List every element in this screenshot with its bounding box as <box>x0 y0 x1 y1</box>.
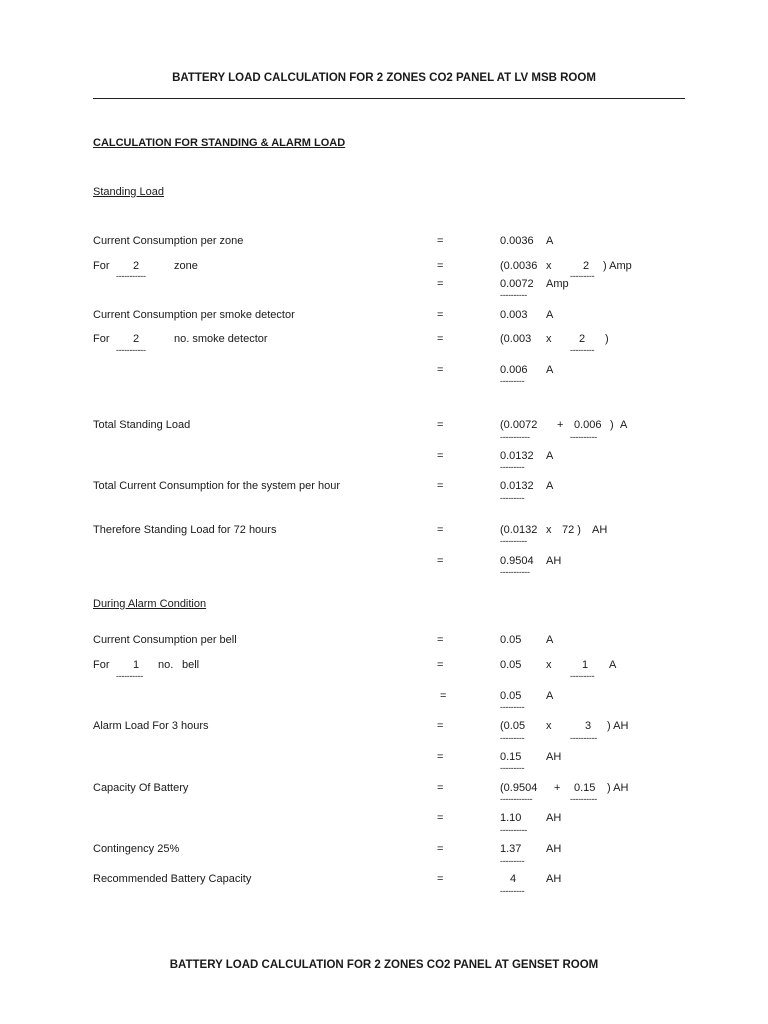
row-value: 0.05 <box>500 690 522 702</box>
equals-sign: = <box>437 659 444 671</box>
row-value: 0.9504 <box>500 555 534 567</box>
row-unit: A <box>546 634 554 646</box>
equals-sign: = <box>437 720 444 732</box>
underline-dash: --------- <box>570 345 595 355</box>
row-label: Capacity Of Battery <box>93 782 189 794</box>
underline-dash: --------- <box>500 856 525 866</box>
underline-dash: --------- <box>570 671 595 681</box>
row-label: Current Consumption per bell <box>93 634 237 646</box>
underline-dash: ---------- <box>570 794 597 804</box>
row-label: Current Consumption per smoke detector <box>93 309 295 321</box>
row-unit: A <box>546 690 554 702</box>
times-sign: x <box>546 524 552 536</box>
row-unit: A <box>609 659 617 671</box>
plus-sign: + <box>554 782 561 794</box>
row-value: 0.05 <box>500 659 522 671</box>
equals-sign: = <box>437 812 444 824</box>
row-value: 1.10 <box>500 812 522 824</box>
row-value: 4 <box>510 873 517 885</box>
row-value: 0.0132 <box>500 450 534 462</box>
row-unit: A <box>546 480 554 492</box>
zone-qty: 2 <box>133 260 140 272</box>
expr-close: ) Amp <box>603 260 632 272</box>
times-sign: x <box>546 720 552 732</box>
underline-dash: ----------- <box>116 345 146 355</box>
expr-open: (0.0132 <box>500 524 538 536</box>
underline-dash: ----------- <box>500 432 530 442</box>
row-value: 0.15 <box>500 751 522 763</box>
underline-dash: --------- <box>500 886 525 896</box>
equals-sign: = <box>437 419 444 431</box>
row-label: no. <box>158 659 174 671</box>
row-label: Recommended Battery Capacity <box>93 873 252 885</box>
underline-dash: ---------- <box>116 671 143 681</box>
row-unit: A <box>620 419 628 431</box>
equals-sign: = <box>437 751 444 763</box>
multiplier: 2 <box>583 260 590 272</box>
underline-dash: --------- <box>500 702 525 712</box>
equals-sign: = <box>437 555 444 567</box>
row-unit: AH <box>546 873 562 885</box>
equals-sign: = <box>437 873 444 885</box>
multiplier: 72 ) <box>562 524 581 536</box>
for-label: For <box>93 333 110 345</box>
underline-dash: --------- <box>500 376 525 386</box>
row-label: no. smoke detector <box>174 333 268 345</box>
row-unit: AH <box>546 555 562 567</box>
detector-qty: 2 <box>133 333 140 345</box>
addend: 0.006 <box>574 419 602 431</box>
row-unit: AH <box>592 524 608 536</box>
equals-sign: = <box>437 450 444 462</box>
row-unit: A <box>546 235 554 247</box>
equals-sign: = <box>440 690 447 702</box>
underline-dash: ---------- <box>500 290 527 300</box>
row-label: bell <box>182 659 200 671</box>
equals-sign: = <box>437 278 444 290</box>
equals-sign: = <box>437 843 444 855</box>
equals-sign: = <box>437 480 444 492</box>
row-label: Therefore Standing Load for 72 hours <box>93 524 277 536</box>
next-section-title: BATTERY LOAD CALCULATION FOR 2 ZONES CO2 PANEL AT GENSET ROOM <box>169 959 599 971</box>
row-value: 0.0132 <box>500 480 534 492</box>
row-value: 0.006 <box>500 364 528 376</box>
row-value: 0.0036 <box>500 235 534 247</box>
row-unit: AH <box>546 751 562 763</box>
row-unit: A <box>546 364 554 376</box>
underline-dash: --------- <box>500 462 525 472</box>
row-unit: A <box>546 309 554 321</box>
row-value: 0.003 <box>500 309 528 321</box>
equals-sign: = <box>437 309 444 321</box>
title-divider <box>93 98 685 99</box>
expr-close: ) AH <box>607 782 629 794</box>
expr-open: (0.0036 <box>500 260 538 272</box>
row-label: Contingency 25% <box>93 843 180 855</box>
underline-dash: ------------ <box>500 794 533 804</box>
row-value: 1.37 <box>500 843 522 855</box>
underline-dash: --------- <box>570 271 595 281</box>
expr-close: ) <box>605 333 609 345</box>
underline-dash: --------- <box>500 493 525 503</box>
multiplier: 2 <box>579 333 586 345</box>
times-sign: x <box>546 260 552 272</box>
underline-dash: ---------- <box>570 432 597 442</box>
alarm-condition-heading: During Alarm Condition <box>93 598 207 610</box>
row-unit: AH <box>546 812 562 824</box>
underline-dash: ----------- <box>500 567 530 577</box>
multiplier: 1 <box>582 659 589 671</box>
underline-dash: ----------- <box>116 271 146 281</box>
row-label: Total Standing Load <box>93 419 191 431</box>
expr-open: (0.0072 <box>500 419 538 431</box>
equals-sign: = <box>437 235 444 247</box>
row-unit: AH <box>546 843 562 855</box>
expr-open: (0.003 <box>500 333 532 345</box>
underline-dash: ---------- <box>500 825 527 835</box>
section-heading: CALCULATION FOR STANDING & ALARM LOAD <box>93 137 346 149</box>
for-label: For <box>93 659 110 671</box>
expr-open: (0.9504 <box>500 782 538 794</box>
row-label: Total Current Consumption for the system per hour <box>93 480 341 492</box>
plus-sign: + <box>557 419 564 431</box>
underline-dash: --------- <box>500 763 525 773</box>
row-label: Alarm Load For 3 hours <box>93 720 209 732</box>
underline-dash: --------- <box>500 733 525 743</box>
expr-close: ) AH <box>607 720 629 732</box>
equals-sign: = <box>437 524 444 536</box>
row-unit: Amp <box>546 278 569 290</box>
times-sign: x <box>546 659 552 671</box>
underline-dash: ---------- <box>570 733 597 743</box>
underline-dash: ---------- <box>500 536 527 546</box>
standing-load-heading: Standing Load <box>93 186 164 198</box>
equals-sign: = <box>437 333 444 345</box>
bell-qty: 1 <box>133 659 140 671</box>
equals-sign: = <box>437 260 444 272</box>
equals-sign: = <box>437 634 444 646</box>
row-label: zone <box>174 260 198 272</box>
times-sign: x <box>546 333 552 345</box>
expr-close: ) <box>610 419 614 431</box>
for-label: For <box>93 260 110 272</box>
document-title: BATTERY LOAD CALCULATION FOR 2 ZONES CO2 PANEL AT LV MSB ROOM <box>172 72 596 84</box>
row-value: 0.05 <box>500 634 522 646</box>
equals-sign: = <box>437 364 444 376</box>
row-unit: A <box>546 450 554 462</box>
expr-open: (0.05 <box>500 720 526 732</box>
row-label: Current Consumption per zone <box>93 235 244 247</box>
equals-sign: = <box>437 782 444 794</box>
row-value: 0.0072 <box>500 278 534 290</box>
multiplier: 3 <box>585 720 592 732</box>
addend: 0.15 <box>574 782 596 794</box>
